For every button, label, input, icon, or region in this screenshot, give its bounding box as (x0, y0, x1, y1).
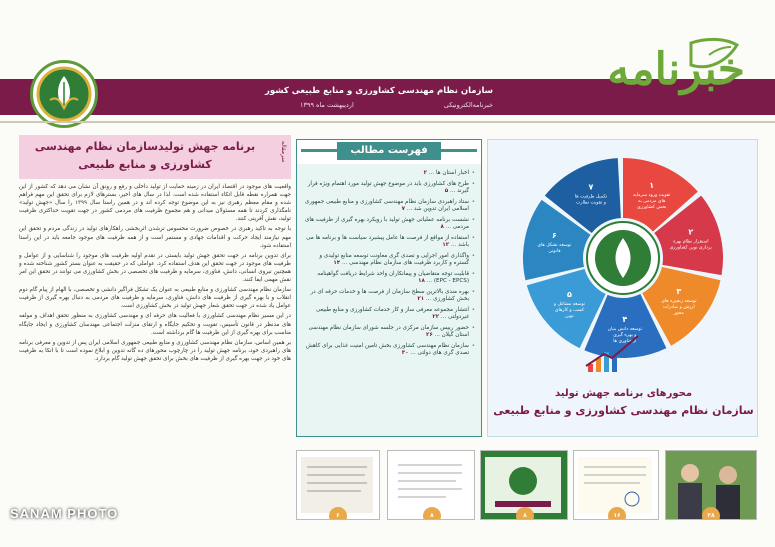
toc-item[interactable]: • نشست برنامه عملیاتی جهش تولید با رویکرد بهره گیری از ظرفیت های مردمی ... ۸ (303, 217, 475, 231)
wedge-label: استقرار نظام بهره (673, 239, 709, 245)
toc-item-title: نشست برنامه عملیاتی جهش تولید با رویکرد بهره گیری از ظرفیت های مردمی (304, 217, 469, 230)
toc-list (303, 170, 475, 361)
thumbnail-page-number: ۶ (329, 507, 347, 520)
article-paragraph: واقعیت های موجود در اقتصاد ایران در زمینه حمایت از تولید داخلی و رفع و رونق آن نشان می دهد که کشور از این جهت همراره نقطه قابل اتکاء استفاده شده است. لذا در سال های اخیر، بسترهای لازم برای تحقق این مهم فراهم شده و مقام معظم رهبری نیز به این موضوع توجه کرده اند و در همین راستا سال ۱۳۹۹ را سال «جهش تولید» نامگذاری کردند تا همه مسئولان میدانی و هم مجموع ظرفیت های مردمی کشور در جهت تقویت حداکثری ظرفیت تولید، نقش آفرینی کنند. (19, 184, 291, 223)
wedge-number: ۱ (649, 181, 655, 191)
wedge-label: کسب و کارهای (554, 308, 585, 314)
wedge-label: توسعه مشاغل و (553, 302, 586, 308)
toc-item-page: ۱۴ (333, 260, 341, 266)
toc-item[interactable]: • اخبار استان ها ... ۲ (303, 170, 475, 177)
wedge-label: نوین (565, 314, 574, 320)
thumbnail-page-number: ۱۶ (608, 507, 626, 520)
wedge-number: ۶ (551, 231, 557, 241)
article-side-label: سرمقاله (280, 141, 287, 163)
org-emblem-icon (30, 60, 98, 128)
thumbnail-page[interactable] (573, 450, 659, 520)
article-paragraph: در این مسیر نظام مهندسی کشاورزی با فعالیت های حرفه ای و مهندسی کشاورزی به منظور تحقق اهداف و مولفه های مدنظر در قانون تأسیس، تقویت و تحکیم جایگاه و ارتقای منزلت اجتماعی مهندسان کشاورزی و ایجاد جایگاه مناسب برای بهره گیری از این ظرفیت ها گام برداشته است. (19, 313, 291, 336)
wedge-label: ارزش و صادرات (663, 305, 695, 311)
toc-item-page: ۱۲ (442, 242, 450, 248)
toc-item-title: اخبار استان ها (435, 170, 469, 176)
wedge-label: تقویت ورود سرمایه (633, 193, 671, 199)
wedge-label: و تقویت نظارت (576, 200, 606, 206)
toc-item-title: واگذاری امور اجرایی و تصدی گری معاونت توسعه منابع تولیدی و گستره و کاربرد ظرفیت های سازمان نظام مهندسی (319, 253, 469, 266)
growth-bar-icon (596, 358, 601, 372)
toc-item[interactable]: • انتشار مجموعه معرفی ساز و کار خدمات کشاورزی و منابع طبیعی غیردولتی ... ۲۲ (303, 307, 475, 321)
wedge-label: های مردمی به (637, 199, 666, 205)
infographic-title-line1: محورهای برنامه جهش تولید (554, 388, 693, 399)
header-divider (0, 121, 775, 123)
toc-item[interactable]: • قابلیت توجه متقاضیان و پیمانکاران واحد شرایط دریافت گواهینامه (EPC - EPCS) ... ۱۸ (303, 271, 475, 285)
toc-item[interactable]: • استفاده از مواقع از فرصت ها عامل پیشبرد سیاست ها و برنامه ها می باشد ... ۱۲ (303, 235, 475, 249)
thumbnail-page[interactable] (296, 450, 380, 520)
toc-item-title: سازمان نظام مهندسی کشاورزی بخش تامین امنیت غذایی برای کاهش تصدی گری های دولتی (305, 343, 469, 356)
article-paragraph: برای تدوین برنامه در جهت تحقق جهش تولید بایستی در تقدم اولیه ظرفیت های موجود را شناسایی و از عوامل و ظرفیت های موجود در جهت تحقق این هدف استفاده کرد. عواملی که در حقیقت به عنوان بستر کشور شناخته شده و همچنین نیروی انسانی، دانش، فناوری، سرمایه و ظرفیت های تخصصی در بخش کشاورزی می توانند در تحقق این امر نقش مهمی ایفا کنند. (19, 252, 291, 284)
thumbnail-page[interactable] (480, 450, 568, 520)
issue-date: اردیبهشت ماه ۱۳۹۹ (300, 101, 354, 109)
toc-item[interactable]: • بهره مندی بالاترین سطح سازمان از فرصت ها و خدمات حرفه ای در بخش کشاورزی ... ۲۱ (303, 289, 475, 303)
thumbnail-page[interactable] (387, 450, 475, 520)
wedge-label: توسعه دانش بنیان (607, 326, 643, 332)
toc-item-title: انتشار مجموعه معرفی ساز و کار خدمات کشاورزی و منابع طبیعی غیردولتی (315, 307, 469, 320)
brand-wordmark: خبرنامه (607, 44, 745, 95)
wedge-label: توسعه تشکل های (537, 243, 572, 249)
table-of-contents (296, 139, 482, 437)
editorial-article (19, 135, 291, 545)
thumbnail-page-number: ۸ (516, 507, 534, 520)
toc-item-page: ۵ (444, 188, 449, 194)
article-body (19, 183, 291, 533)
toc-item-title: ستاد راهبردی سازمان نظام مهندسی کشاورزی و منابع طبیعی جمهوری اسلامی ایران تدوین شد (304, 199, 469, 212)
toc-header (297, 140, 481, 164)
wedge-number: ۷ (588, 182, 594, 192)
article-paragraph: سازمان نظام مهندسی کشاورزی و منابع طبیعی به عنوان یک تشکل فراگیر دانشی و تخصصی، با الهام از پیام گام دوم انقلاب و با بهره گیری از ظرفیت های دانش، فناوری، سرمایه و ظرفیت های مردمی به دنبال بهره گیری از ظرفیت عوامل یاد شده در جهت تحقق شعار جهش تولید در بخش کشاورزی است. (19, 287, 291, 310)
article-title-line2: کشاورزی و منابع طبیعی (78, 158, 212, 171)
toc-item[interactable]: • ستاد راهبردی سازمان نظام مهندسی کشاورزی و منابع طبیعی جمهوری اسلامی ایران تدوین شد ... ۷ (303, 199, 475, 213)
toc-item-title: طرح های کشاورزی باید در موضوع جهش تولید مورد اهتمام ویژه قرار گیرند (307, 181, 469, 194)
wedge-label: تکمیل ظرفیت ها (574, 194, 608, 200)
toc-item[interactable]: • واگذاری امور اجرایی و تصدی گری معاونت توسعه منابع تولیدی و گستره و کاربرد ظرفیت های سازمان نظام مهندسی ... ۱۴ (303, 253, 475, 267)
toc-item-title: استفاده از مواقع از فرصت ها عامل پیشبرد سیاست ها و برنامه ها می باشد (306, 235, 469, 248)
wedge-label: محور (673, 311, 684, 317)
thumbnail-page-number: ۸ (423, 507, 441, 520)
toc-item[interactable]: • سازمان نظام مهندسی کشاورزی بخش تامین امنیت غذایی برای کاهش تصدی گری های دولتی ... ۳۰ (303, 343, 475, 357)
toc-item-title: حضور رییس سازمان مرکزی در جلسه شورای سازمان نظام مهندسی استان گیلان (308, 325, 469, 338)
wedge-label: و بهره گیری (613, 332, 637, 338)
wedge-number: ۲ (688, 227, 694, 237)
toc-item-page: ۲۶ (425, 332, 433, 338)
toc-item-title: بهره مندی بالاترین سطح سازمان از فرصت ها و خدمات حرفه ای در بخش کشاورزی (310, 289, 469, 302)
wedge-label: برداری نوین کشاورزی (669, 245, 712, 251)
article-paragraph: با توجه به تاکید رهبری در خصوص ضرورت محسوس ترشدن اثربخشی راهکارهای تولید در زندگی مردم و تحقق این مهم نیازمند ایجاد حرکت و اقدامات جهادی و مستمر است و از همه ظرفیت های موجود جامعه باید در این راستا استفاده شود. (19, 226, 291, 249)
org-title: سازمان نظام مهندسی کشاورزی و منابع طبیعی کشور (265, 86, 493, 96)
thumbnail-page-number: ۲۸ (702, 507, 720, 520)
toc-item[interactable]: • حضور رییس سازمان مرکزی در جلسه شورای سازمان نظام مهندسی استان گیلان ... ۲۶ (303, 325, 475, 339)
newsletter-subtitle: خبرنامه‌الکترونیکی (443, 101, 493, 109)
article-paragraph: بر همین اساس، سازمان نظام مهندسی کشاورزی و منابع طبیعی جمهوری اسلامی ایران پس از تدوین و معرفی برنامه های راهبردی خود، برنامه جهش تولید را در چارچوب محورهای ده گانه تدوین و ابلاغ نموده است تا با اتکا به ظرفیت های خود در جهت بهره گیری از ظرفیت های بخش برای تحقق جهش تولید گام بردارد. (19, 339, 291, 362)
wedge-label: بخش کشاورزی (636, 205, 667, 211)
toc-item-title: قابلیت توجه متقاضیان و پیمانکاران واحد شرایط دریافت گواهینامه (EPC - EPCS) (317, 271, 469, 284)
toc-item[interactable]: • طرح های کشاورزی باید در موضوع جهش تولید مورد اهتمام ویژه قرار گیرند ... ۵ (303, 181, 475, 195)
thumbnail-photo[interactable] (665, 450, 757, 520)
infographic-wheel (488, 140, 759, 380)
toc-heading: فهرست مطالب (337, 142, 441, 160)
toc-item-page: ۲ (423, 170, 428, 176)
wedge-label: از فناوری ها (613, 338, 637, 344)
toc-item-page: ۳۰ (401, 350, 409, 356)
wedge-number: ۳ (676, 287, 682, 297)
infographic-panel (487, 139, 758, 437)
wedge-number: ۵ (566, 290, 572, 300)
wedge-label: توسعه زنجیره های (661, 299, 697, 305)
wedge-label: قانونی (548, 249, 561, 255)
toc-item-page: ۷ (401, 206, 406, 212)
toc-item-page: ۸ (440, 224, 444, 230)
toc-item-page: ۲۲ (432, 314, 440, 320)
toc-item-page: ۲۱ (417, 296, 425, 302)
infographic-title-line2: سازمان نظام مهندسی کشاورزی و منابع طبیعی (493, 404, 754, 417)
watermark-text: SANAM PHOTO (10, 506, 119, 521)
article-title-line1: برنامه جهش تولیدسازمان نظام مهندسی (34, 140, 256, 153)
wedge-number: ۴ (622, 314, 628, 324)
toc-item-page: ۱۸ (418, 278, 425, 284)
